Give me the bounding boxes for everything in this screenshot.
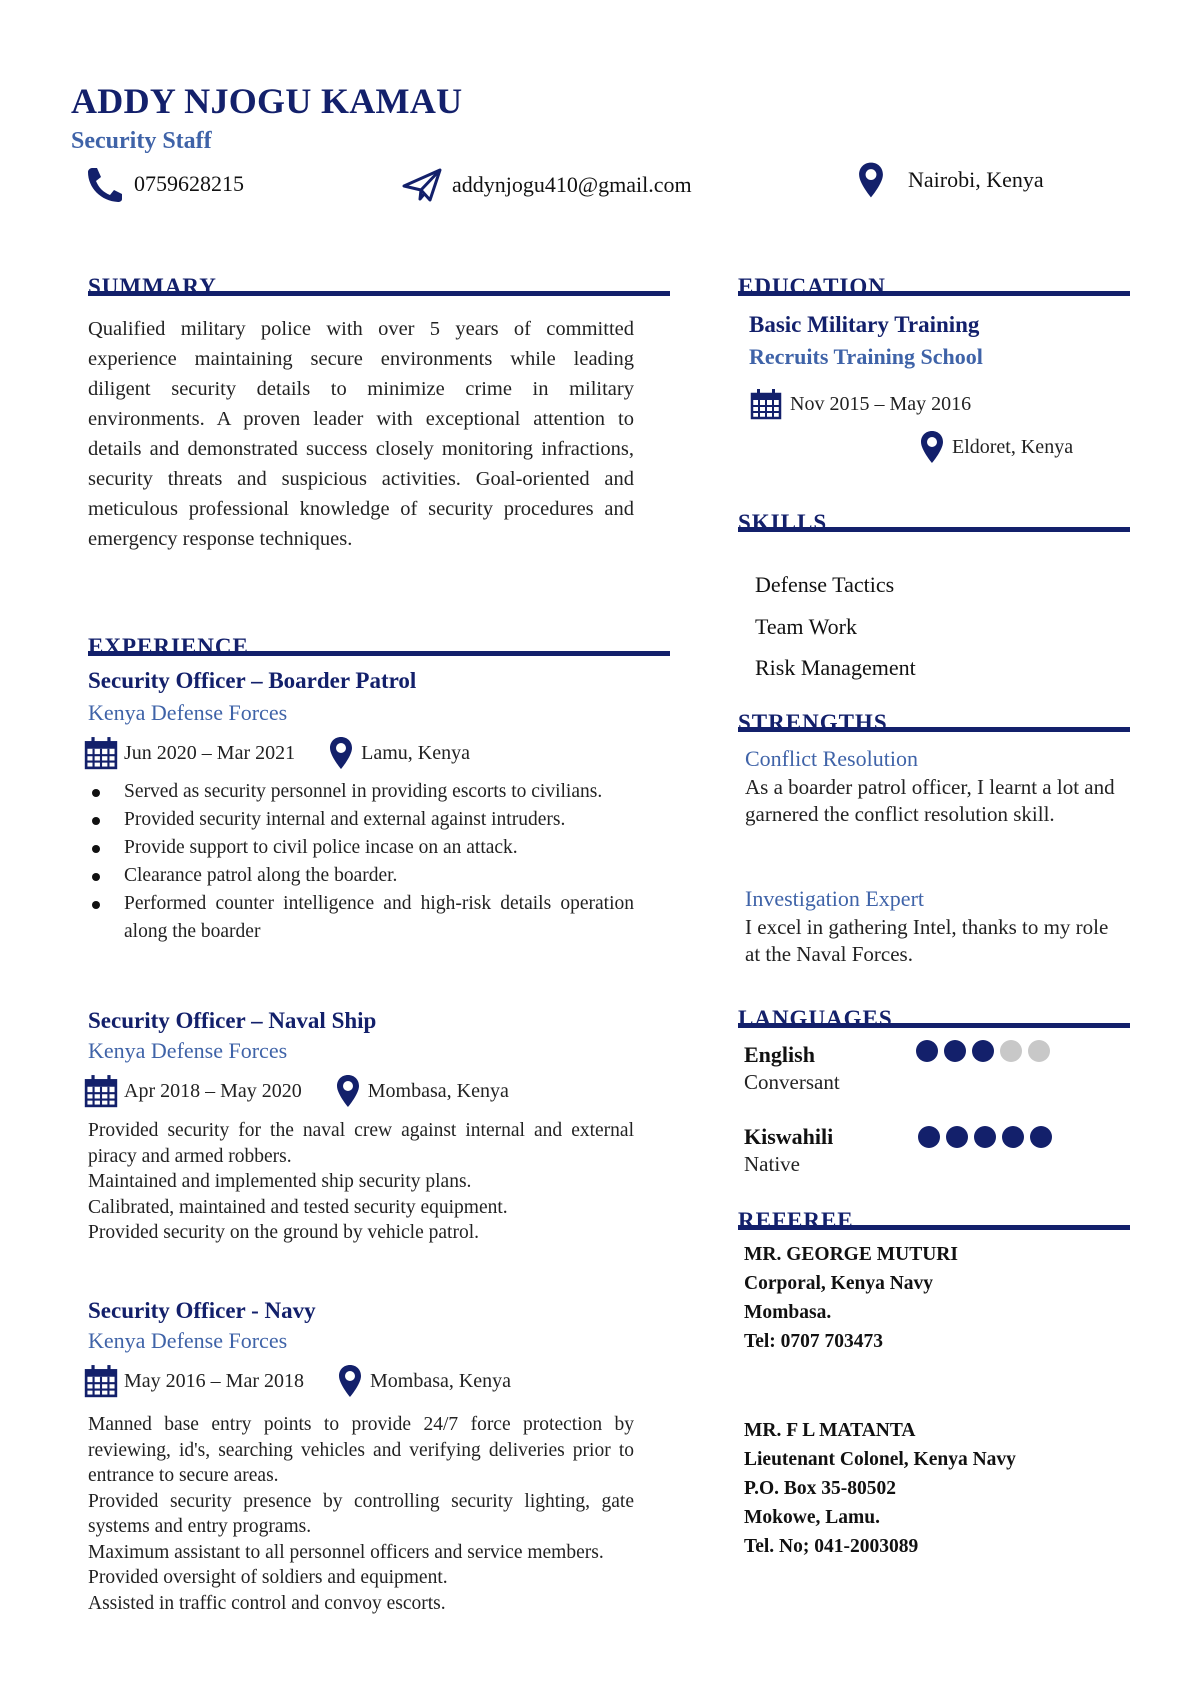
strength-1-text: As a boarder patrol officer, I learnt a lot and garnered the conflict resolution skill. [745, 775, 1115, 826]
summary-text: Qualified military police with over 5 years of committed experience maintaining secure environments while leading diligent security details to minimize crime in military environments. A proven leader with exceptional attention to details and demonstrated success closely monitoring infractions, security threats and suspicious activities. Goal-oriented and meticulous professional knowledge of security procedures and emergency response techniques. [88, 318, 634, 550]
rating-dot-filled [946, 1126, 968, 1148]
list-item: Maintained and implemented ship security plans. [88, 1171, 472, 1192]
referee-1-phone: Tel: 0707 703473 [744, 1331, 884, 1352]
job-3-org: Kenya Defense Forces [88, 1328, 288, 1353]
referee-1 [744, 1240, 958, 1356]
referee-1-rank: Corporal, Kenya Navy [744, 1273, 934, 1294]
education-title: Basic Military Training [749, 312, 980, 337]
strength-2-title: Investigation Expert [745, 886, 925, 911]
job-1-org: Kenya Defense Forces [88, 700, 288, 725]
location-pin-icon [329, 734, 353, 772]
list-item: Provided security for the naval crew against internal and external piracy and armed robbers. [88, 1120, 634, 1167]
list-item: Provide support to civil police incase on an attack. [86, 834, 634, 862]
job-3-title: Security Officer - Navy [88, 1298, 316, 1323]
strengths-heading: STRENGTHS [738, 702, 1130, 732]
calendar-icon [84, 736, 118, 770]
list-item: Calibrated, maintained and tested security equipment. [88, 1196, 508, 1218]
rating-dot-filled [1030, 1126, 1052, 1148]
job-3-meta [84, 1362, 511, 1400]
education-location-row [920, 428, 1073, 466]
skill-item: Defense Tactics [755, 572, 895, 597]
location-pin-icon [338, 1362, 362, 1400]
list-item: Provided security on the ground by vehicle patrol. [88, 1222, 479, 1243]
referee-2-box: P.O. Box 35-80502 [744, 1478, 897, 1499]
summary-heading: SUMMARY [88, 266, 670, 296]
referee-2-phone: Tel. No; 041-2003089 [744, 1536, 919, 1557]
job-1-title: Security Officer – Boarder Patrol [88, 668, 417, 693]
contact-phone [84, 166, 244, 202]
job-2-meta [84, 1072, 509, 1110]
job-2-location: Mombasa, Kenya [367, 1079, 509, 1102]
strength-2-text: I excel in gathering Intel, thanks to my role at the Naval Forces. [745, 915, 1109, 966]
education-dates: Nov 2015 – May 2016 [790, 392, 972, 415]
location-pin-icon [920, 428, 944, 466]
rating-dot-filled [972, 1040, 994, 1062]
job-2-title: Security Officer – Naval Ship [88, 1008, 377, 1033]
education-location: Eldoret, Kenya [952, 435, 1074, 458]
job-2-org: Kenya Defense Forces [88, 1038, 288, 1063]
list-item: Assisted in traffic control and convoy escorts. [88, 1592, 446, 1614]
calendar-icon [84, 1074, 118, 1108]
education-heading: EDUCATION [738, 266, 1130, 296]
list-item: Provided oversight of soldiers and equipment. [88, 1567, 448, 1588]
job-2-dates: Apr 2018 – May 2020 [124, 1079, 302, 1102]
location-pin-icon [336, 1072, 360, 1110]
language-2-name: Kiswahili [744, 1124, 834, 1149]
job-1-dates: Jun 2020 – Mar 2021 [124, 741, 296, 764]
location-pin-icon [858, 160, 884, 200]
rating-dot-empty [1000, 1040, 1022, 1062]
strength-1-title: Conflict Resolution [745, 746, 918, 771]
contact-email [402, 168, 692, 202]
referee-heading: REFEREE [738, 1200, 1130, 1230]
paper-plane-icon [402, 168, 442, 202]
rating-dot-filled [916, 1040, 938, 1062]
skill-item: Team Work [755, 614, 857, 639]
referee-1-name: MR. GEORGE MUTURI [744, 1244, 958, 1265]
education-dates-row [750, 388, 971, 420]
job-3-duties [88, 1412, 634, 1616]
experience-heading: EXPERIENCE [88, 626, 670, 656]
location-text: Nairobi, Kenya [908, 167, 1044, 192]
calendar-icon [84, 1364, 118, 1398]
email-address[interactable]: addynjogu410@gmail.com [452, 172, 692, 197]
calendar-icon [750, 388, 782, 420]
language-2-rating [918, 1126, 1052, 1148]
list-item: Manned base entry points to provide 24/7 force protection by reviewing, id's, searching vehicles and verifying deliveries prior to entrance to secure areas. [88, 1414, 634, 1486]
job-1-location: Lamu, Kenya [361, 741, 470, 764]
rating-dot-filled [944, 1040, 966, 1062]
skills-heading: SKILLS [738, 502, 1130, 532]
referee-2-name: MR. F L MATANTA [744, 1420, 916, 1441]
job-2-duties [88, 1118, 634, 1246]
referee-2-address: Mokowe, Lamu. [744, 1507, 880, 1528]
language-1-name: English [744, 1042, 815, 1067]
job-1-meta [84, 734, 470, 772]
rating-dot-filled [918, 1126, 940, 1148]
phone-number: 0759628215 [134, 171, 244, 196]
rating-dot-empty [1028, 1040, 1050, 1062]
list-item: Provided security presence by controlling security lighting, gate systems and entry programs. [88, 1490, 634, 1537]
skill-item: Risk Management [755, 655, 916, 680]
referee-2-rank: Lieutenant Colonel, Kenya Navy [744, 1449, 1016, 1470]
list-item: Provided security internal and external against intruders. [86, 806, 634, 834]
list-item: Performed counter intelligence and high-risk details operation along the boarder [86, 890, 634, 946]
language-1-rating [916, 1040, 1050, 1062]
list-item: Served as security personnel in providing escorts to civilians. [86, 778, 634, 806]
list-item: Clearance patrol along the boarder. [86, 862, 634, 890]
rating-dot-filled [1002, 1126, 1024, 1148]
language-2-level: Native [744, 1152, 800, 1176]
candidate-title: Security Staff [71, 128, 212, 154]
job-3-location: Mombasa, Kenya [369, 1369, 512, 1392]
candidate-name: ADDY NJOGU KAMAU [71, 81, 463, 121]
referee-2 [744, 1416, 1016, 1561]
referee-1-address: Mombasa. [744, 1302, 832, 1323]
education-school: Recruits Training School [749, 344, 983, 369]
rating-dot-filled [974, 1126, 996, 1148]
languages-heading: LANGUAGES [738, 998, 1130, 1028]
contact-location [858, 160, 1044, 200]
phone-icon [84, 166, 124, 202]
job-3-dates: May 2016 – Mar 2018 [124, 1369, 304, 1392]
job-1-duties [86, 778, 634, 946]
language-1-level: Conversant [744, 1070, 840, 1094]
list-item: Maximum assistant to all personnel officers and service members. [88, 1541, 604, 1563]
